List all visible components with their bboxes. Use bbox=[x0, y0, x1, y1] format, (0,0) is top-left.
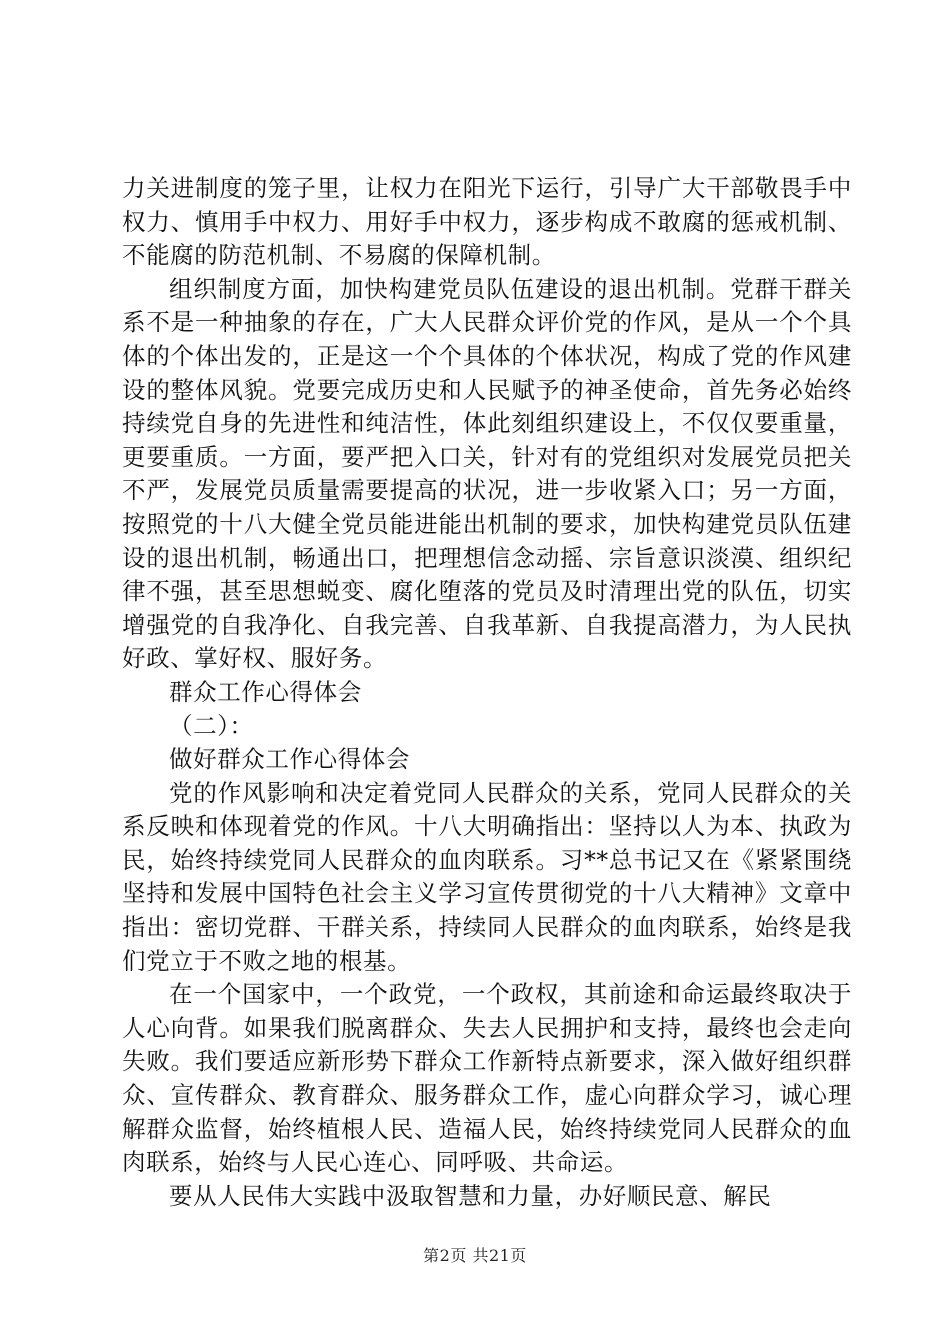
page-footer bbox=[0, 1243, 950, 1266]
paragraph-1: 力关进制度的笼子里，让权力在阳光下运行，引导广大干部敬畏手中权力、慎用手中权力、用好手中权力，逐步构成不敢腐的惩戒机制、不能腐的防范机制、不易腐的保障机制。 bbox=[122, 174, 852, 270]
section-number: （二）： bbox=[169, 711, 254, 740]
paragraph-3: 党的作风影响和决定着党同人民群众的关系，党同人民群众的关系反映和体现着党的作风。十八大明确指出：坚持以人为本、执政为民，始终持续党同人民群众的血肉联系。习**总书记又在《紧紧围绕坚持和发展中国特色社会主义学习宣传贯彻党的十八大精神》文章中指出：密切党群、干群关系，持续同人民群众的血肉联系，始终是我们党立于不败之地的根基。 bbox=[122, 778, 852, 975]
document-body bbox=[122, 172, 852, 1213]
paragraph-2: 组织制度方面，加快构建党员队伍建设的退出机制。党群干群关系不是一种抽象的存在，广大人民群众评价党的作风，是从一个个具体的个体出发的，正是这一个个具体的个体状况，构成了党的作风建设的整体风貌。党要完成历史和人民赋予的神圣使命，首先务必始终持续党自身的先进性和纯洁性，体此刻组织建设上，不仅仅要重量，更要重质。一方面，要严把入口关，针对有的党组织对发展党员把关不严，发展党员质量需要提高的状况，进一步收紧入口；另一方面，按照党的十八大健全党员能进能出机制的要求，加快构建党员队伍建设的退出机制，畅通出口，把理想信念动摇、宗旨意识淡漠、组织纪律不强，甚至思想蜕变、腐化堕落的党员及时清理出党的队伍，切实增强党的自我净化、自我完善、自我革新、自我提高潜力，为人民执好政、掌好权、服好务。 bbox=[122, 274, 852, 673]
paragraph-4: 在一个国家中，一个政党，一个政权，其前途和命运最终取决于人心向背。如果我们脱离群众、失去人民拥护和支持，最终也会走向失败。我们要适应新形势下群众工作新特点新要求，深入做好组织群众、宣传群众、教育群众、服务群众工作，虚心向群众学习，诚心理解群众监督，始终植根人民、造福人民，始终持续党同人民群众的血肉联系，始终与人民心连心、同呼吸、共命运。 bbox=[122, 980, 852, 1177]
paragraph-5: 要从人民伟大实践中汲取智慧和力量，办好顺民意、解民 bbox=[169, 1181, 772, 1210]
section-title: 群众工作心得体会 bbox=[169, 677, 362, 706]
page-number-label: 第2页 共21页 bbox=[423, 1246, 527, 1265]
section-subtitle: 做好群众工作心得体会 bbox=[169, 745, 410, 774]
